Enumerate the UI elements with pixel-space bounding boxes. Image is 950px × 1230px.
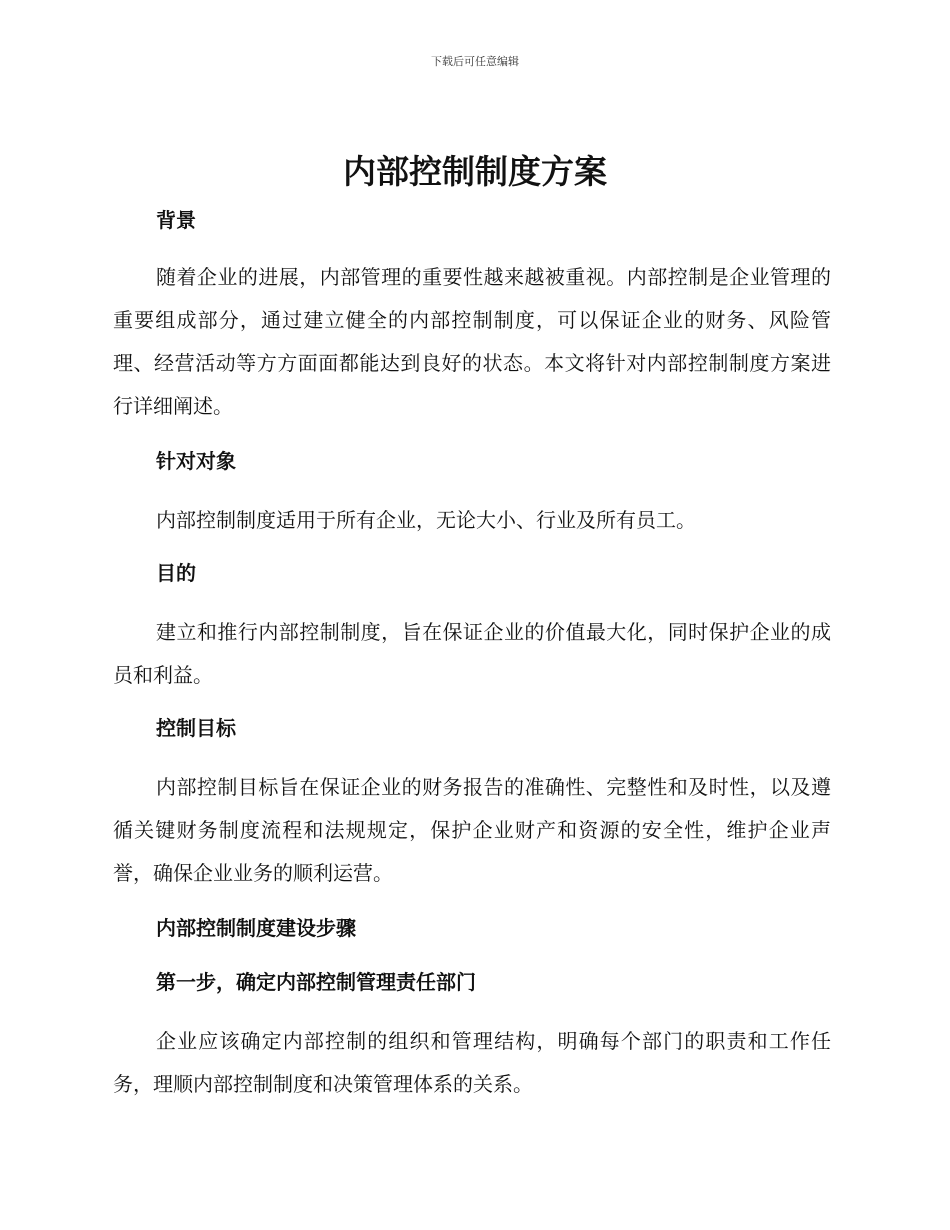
section-heading-step-one: 第一步，确定内部控制管理责任部门: [156, 970, 476, 994]
section-heading-target: 针对对象: [156, 449, 236, 473]
header-note: 下载后可任意编辑: [431, 55, 519, 68]
section-paragraph-target: 内部控制制度适用于所有企业，无论大小、行业及所有员工。: [156, 508, 696, 532]
section-paragraph-control-goal: 内部控制目标旨在保证企业的财务报告的准确性、完整性和及时性，以及遵循关键财务制度流程和法规规定，保护企业财产和资源的安全性，维护企业声誉，确保企业业务的顺利运营。: [113, 775, 831, 885]
section-heading-steps: 内部控制制度建设步骤: [156, 916, 356, 940]
section-paragraph-purpose: 建立和推行内部控制制度，旨在保证企业的价值最大化，同时保护企业的成员和利益。: [113, 620, 831, 687]
document-title: 内部控制制度方案: [343, 152, 607, 191]
section-heading-background: 背景: [156, 208, 196, 232]
section-paragraph-background: 随着企业的进展，内部管理的重要性越来越被重视。内部控制是企业管理的重要组成部分，通过建立健全的内部控制制度，可以保证企业的财务、风险管理、经营活动等方方面面都能达到良好的状态。本文将针对内部控制制度方案进行详细阐述。: [113, 265, 831, 418]
section-paragraph-step-one: 企业应该确定内部控制的组织和管理结构，明确每个部门的职责和工作任务，理顺内部控制制度和决策管理体系的关系。: [113, 1029, 831, 1096]
document-body: [113, 202, 831, 1106]
section-heading-purpose: 目的: [156, 561, 196, 585]
section-heading-control-goal: 控制目标: [156, 716, 236, 740]
